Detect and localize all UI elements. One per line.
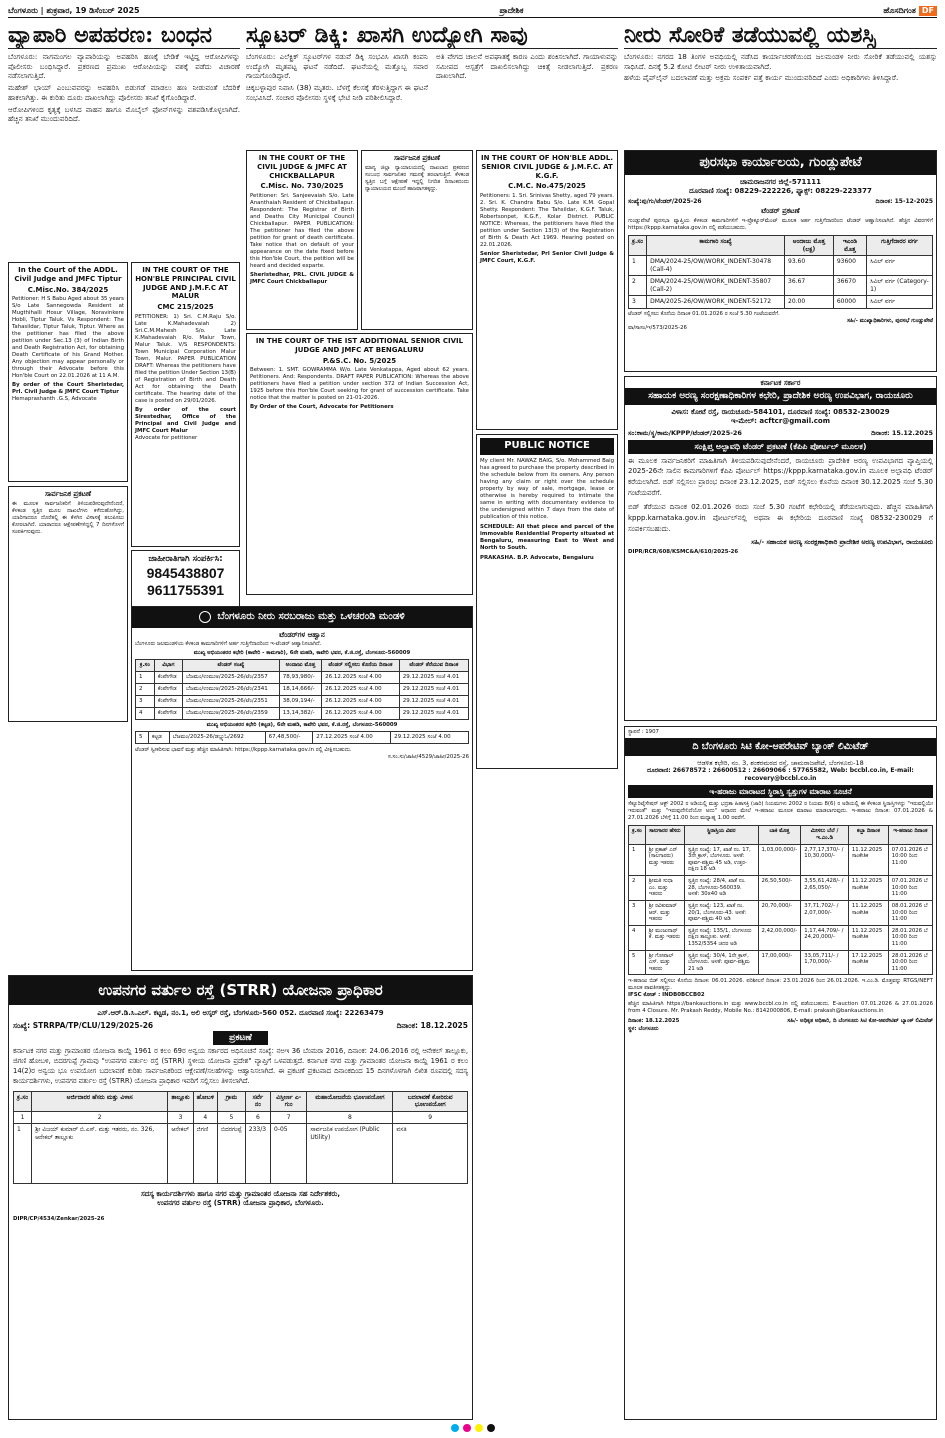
table-cell: 36670 (833, 276, 866, 296)
table-cell: 11.12.2025 ಸಾಂಕೇತಿಕ (848, 876, 888, 901)
print-registration-marks (8, 1424, 937, 1434)
table-header: ತಾಲ್ಲೂಕು (168, 1091, 193, 1111)
bwssb-tender-table (135, 659, 469, 719)
table-header: ಹೋಬಳಿ (193, 1091, 217, 1111)
registration-dot (487, 1424, 495, 1432)
table-cell: 37,71,702/- / 2,07,000/- (801, 900, 849, 925)
table-cell: ಕೆಂಪೇಗೌಡ (154, 695, 182, 707)
notice-body: Petitioner: H S Babu Aged about 35 years S/o Late Sannegowda Resident at Mugthihalli Hosur Village, Noravinkere Hobli, Tiptur Taluk. Vs Respondent: The Tahasildar, Tiptur Taluk, Tiptur. Where as the petitioner has filed the above petition under Sec.13 (3) of Indian Birth and Death Registration Act, for obtaining Death Certificate of his Grand Mother. Any objection may appear personally or through their Advocate before this Hon'ble Court on 22.01.2026 at 11 A.M. (12, 296, 124, 380)
table-cell: ಸಿವಿಲ್ ವರ್ಗ (867, 256, 933, 276)
public-notice-title: PUBLIC NOTICE (480, 438, 614, 455)
gundlupet-subtitle: ಟೆಂಡರ್ ಪ್ರಕಟಣೆ (761, 207, 800, 216)
notice-advocate: Advocate for petitioner (135, 435, 198, 442)
table-cell: 38,09,194/- (279, 695, 321, 707)
table-header: ಟೆಂಡರ್ ಸಲ್ಲಿಸಲು ಕೊನೆಯ ದಿನಾಂಕ (322, 660, 400, 672)
table-cell: 8 (307, 1111, 393, 1124)
strr-body: ಕರ್ನಾಟಕ ನಗರ ಮತ್ತು ಗ್ರಾಮಾಂತರ ಯೋಜನಾ ಕಾಯ್ದೆ 1961 ರ ಕಲಂ 69ರ ಅನ್ವಯ ಸರ್ಕಾರದ ಅಧಿಸೂಚನೆ ಸಂಖ್ಯೆ: ನಅಇ 36 ಬೆಂಮರಾ 2016, ದಿನಾಂಕ: 24.06.2016 ರಲ್ಲಿ ಆನೇಕಲ್ ತಾಲ್ಲೂಕು, ಜಿಗಣಿ ಹೋಬಳಿ, ಬಿದರಗುಪ್ಪೆ ಗ್ರಾಮವು "ಉಪನಗರ ವರ್ತುಲ ರಸ್ತೆ (STRR) ಸ್ಥಳೀಯ ಯೋಜನಾ ಪ್ರದೇಶ" ವ್ಯಾಪ್ತಿಗೆ ಒಳಪಡುತ್ತದೆ. ಕರ್ನಾಟಕ ನಗರ ಮತ್ತು ಗ್ರಾಮಾಂತರ ಯೋಜನಾ ಕಾಯ್ದೆ 1961 ರ ಕಲಂ 14(2)ರ ಅನ್ವಯ ಭೂ ಉಪಯೋಗ ಬದಲಾವಣೆ ಕುರಿತು ಸಾರ್ವಜನಿಕರಿಂದ ಆಕ್ಷೇಪಣೆ/ಸಲಹೆಗಳನ್ನು ಆಹ್ವಾನಿಸಲಾಗಿದೆ. ಈ ಪ್ರಕಟಣೆ ಪ್ರಕಟವಾದ ದಿನಾಂಕದಿಂದ 15 ದಿನಗಳೊಳಗಾಗಿ ಲಿಖಿತ ರೂಪದಲ್ಲಿ ಸದಸ್ಯ ಕಾರ್ಯದರ್ಶಿಗಳು, ಉಪನಗರ ವರ್ತುಲ ರಸ್ತೆ (STRR) ಯೋಜನಾ ಪ್ರಾಧಿಕಾರ ಇವರಿಗೆ ಸಲ್ಲಿಸಲು ತಿಳಿಸಲಾಗಿದೆ. (13, 1047, 468, 1085)
court-notice-chickballapur (246, 150, 358, 330)
court-notice-malur (131, 262, 240, 547)
strr-date: ದಿನಾಂಕ: 18.12.2025 (396, 1020, 468, 1030)
table-cell: 11.12.2025 ಸಾಂಕೇತಿಕ (848, 844, 888, 875)
gundlupet-title: ಪುರಸಭಾ ಕಾರ್ಯಾಲಯ, ಗುಂಡ್ಲುಪೇಟೆ (625, 151, 936, 175)
notice-body: ಮಾನ್ಯ ಜಿಲ್ಲಾ ನ್ಯಾಯಾಲಯದಲ್ಲಿ ದಾಖಲಾದ ಪ್ರಕರಣದ ಸಂಬಂಧ ಸಾರ್ವಜನಿಕರ ಗಮನಕ್ಕೆ ತರಲಾಗುತ್ತಿದೆ. ಕೆಳಕಂಡ ಸ್ವತ್ತಿನ ಬಗ್ಗೆ ಆಕ್ಷೇಪಣೆ ಇದ್ದಲ್ಲಿ ನಿಗದಿತ ದಿನಾಂಕದಂದು ನ್ಯಾಯಾಲಯದ ಮುಂದೆ ಹಾಜರಾಗತಕ್ಕದ್ದು. (365, 164, 469, 192)
table-cell: ಸಾರ್ವಜನಿಕ ಉಪಯೋಗ (Public Utility) (307, 1124, 393, 1184)
table-cell: 0-05 (270, 1124, 306, 1184)
table-header: ಸ್ಥಿರಾಸ್ತಿಯ ವಿವರ (685, 826, 759, 844)
table-header: ಸರ್ವೆ ನಂ (245, 1091, 270, 1111)
newspaper-name: ಹೊಸದಿಗಂತ (883, 5, 916, 15)
table-cell: 1 (629, 256, 647, 276)
table-cell: ಸ್ವತ್ತಿನ ಸಂಖ್ಯೆ: 135/1, ಬೆಂಗಳೂರು ದಕ್ಷಿಣ ತಾಲ್ಲೂಕು. ಅಳತೆ: 1352/5354 ಚದರ ಅಡಿ (685, 925, 759, 950)
table-cell: 4 (629, 925, 646, 950)
bank-terms: ಇ-ಹರಾಜು ಬಿಡ್ ಸಲ್ಲಿಸಲು ಕೊನೆಯ ದಿನಾಂಕ: 06.01.2026. ಪರಿಶೀಲನೆ ದಿನಾಂಕ: 23.01.2026 ರಿಂದ 26.01.2026. ಇ.ಎಂ.ಡಿ. ಮೊತ್ತವನ್ನು RTGS/NEFT ಮೂಲಕ ಪಾವತಿಸತಕ್ಕದ್ದು. (628, 978, 933, 992)
table-cell: 1 (14, 1124, 32, 1184)
table-cell: 2 (136, 684, 155, 696)
table-header: ಕಬ್ಜಾ ದಿನಾಂಕ (848, 826, 888, 844)
table-cell: 29.12.2025 ಸಂಜೆ 4.00 (391, 731, 469, 743)
table-cell: 28.01.2026 ಬೆ 10:00 ರಿಂದ 11:00 (888, 950, 932, 975)
table-cell: ಬೆಜಮಂ/ಉಮುಅ/2025-26/ಟೆಂ/2351 (183, 695, 280, 707)
table-cell: ಶ್ರೀ ಗೋಪಾಲ್ ಎಸ್. ಮತ್ತು ಇತರರು (645, 950, 684, 975)
table-cell: 26.12.2025 ಸಂಜೆ 4.00 (322, 672, 400, 684)
section-name: ಪ್ರಾದೇಶಿಕ (499, 5, 524, 15)
case-number: C.M.C. No.475/2025 (508, 182, 586, 191)
notice-signature: Sheristedhar, PRL. CIVIL JUDGE & JMFC Court Chickballapur (250, 272, 354, 286)
table-row (629, 296, 933, 309)
bank-auction-table (628, 825, 933, 975)
notice-body: PETITIONER: 1) Sri. C.M.Raju S/o. Late K.Mahadevaiah 2) Sri.C.M.Mahesh S/o. Late K.Mahadevaiah R/o. Malur Town, Malur Taluk. V/S RESPONDENTS: Town Municipal Corporation Malur Town, Malur. PAPER PUBLICATION DRAFT: Whereas the petitioners have filed the petition Under Section 13(B) of Registration of Birth and Death Act for obtaining the Death certificate. The hearing date of the case is posted on 29/01/2026. (135, 313, 236, 404)
table-cell: 17,00,000/- (758, 950, 801, 975)
raichur-body-1: ಈ ಮೂಲಕ ಸಾರ್ವಜನಿಕರಿಗೆ ಮಾಹಿತಿಗಾಗಿ ತಿಳಿಯಪಡಿಸುವುದೇನೆಂದರೆ, ರಾಯಚೂರು ಪ್ರಾದೇಶಿಕ ಅರಣ್ಯ ಉಪವಿಭಾಗದ ವ್ಯಾಪ್ತಿಯಲ್ಲಿ 2025-26ನೇ ಸಾಲಿನ ಕಾಮಗಾರಿಗಳಿಗೆ ಕೆಪಿಪಿ ಪೋರ್ಟಲ್ https://kppp.karnataka.gov.in ಮೂಲಕ ಅಲ್ಪಾವಧಿ ಟೆಂಡರ್ ಕರೆಯಲಾಗಿದೆ. ಬಿಡ್ ಸಲ್ಲಿಸಲು ಪ್ರಾರಂಭ ದಿನಾಂಕ 23.12.2025, ಬಿಡ್ ಸಲ್ಲಿಸಲು ಕೊನೆಯ ದಿನಾಂಕ 30.12.2025 ಸಂಜೆ 5.30 ಗಂಟೆಯವರೆಗೆ. (628, 456, 933, 498)
table-cell: 13,14,382/- (279, 707, 321, 719)
bank-subtitle: ಇ-ಹರಾಜು ಮಾರಾಟದ ಸ್ಥಿರಾಸ್ತಿ ಸ್ವತ್ತುಗಳ ಮಾರಾಟ ಸೂಚನೆ (628, 785, 933, 798)
table-row (136, 731, 469, 743)
table-cell: DMA/2024-25/OW/WORK_INDENT-30478 (Call-4) (647, 256, 785, 276)
table-cell: ಸಿವಿಲ್ ವರ್ಗ (867, 296, 933, 309)
table-cell: ಬೆಜಮಂ/ಉಮುಅ/2025-26/ಟೆಂ/2341 (183, 684, 280, 696)
logo-badge: DF (919, 6, 937, 16)
bwssb-office-1: ಮುಖ್ಯ ಅಭಿಯಂತರರ ಕಛೇರಿ (ಕಾವೇರಿ - ಕಾಮಗಾರಿ), 6ನೇ ಮಹಡಿ, ಕಾವೇರಿ ಭವನ, ಕೆ.ಜಿ.ರಸ್ತೆ, ಬೆಂಗಳೂರು-560009 (193, 650, 411, 657)
table-cell: 2,42,00,000/- (758, 925, 801, 950)
bwssb-title: ಬೆಂಗಳೂರು ನೀರು ಸರಬರಾಜು ಮತ್ತು ಒಳಚರಂಡಿ ಮಂಡಳಿ (217, 611, 405, 622)
table-cell: 5 (217, 1111, 245, 1124)
bank-date: ದಿನಾಂಕ: 18.12.2025 (628, 1018, 680, 1025)
story-paragraph: ಬೆಂಗಳೂರು: ನಾಗಮಂಗಲ ವ್ಯಾಪಾರಿಯನ್ನು ಅಪಹರಿಸಿ ಹಣಕ್ಕೆ ಬೇಡಿಕೆ ಇಟ್ಟಿದ್ದ ಆರೋಪಿಗಳನ್ನು ಪೊಲೀಸರು ಬಂಧಿಸಿದ್ದಾರೆ. ಪ್ರಕರಣದ ಪ್ರಮುಖ ಆರೋಪಿಯನ್ನು ವಶಕ್ಕೆ ಪಡೆದು ವಿಚಾರಣೆ ನಡೆಸಲಾಗುತ್ತಿದೆ. (8, 52, 240, 81)
story-paragraph: ಬೆಂಗಳೂರು: ನಗರದ 18 ತಿಂಗಳ ಅವಧಿಯಲ್ಲಿ ನಡೆಸಿದ ಕಾರ್ಯಾಚರಣೆಯಿಂದ ಜಲಮಂಡಳಿ ನೀರು ಸೋರಿಕೆ ತಡೆಯುವಲ್ಲಿ ಯಶಸ್ಸು ಸಾಧಿಸಿದೆ. ದಿನಕ್ಕೆ 5.2 ಕೋಟಿ ಲೀಟರ್ ನೀರು ಉಳಿತಾಯವಾಗಿದೆ. (624, 52, 937, 71)
table-cell: 26.12.2025 ಸಂಜೆ 4.00 (322, 707, 400, 719)
table-row (629, 925, 933, 950)
table-cell: 4 (136, 707, 155, 719)
bwssb-banner (132, 607, 472, 628)
registration-dot (475, 1424, 483, 1432)
notice-title: IN THE COURT OF THE IST ADDITIONAL SENIOR CIVIL JUDGE AND JMFC AT BENGALURU (255, 337, 464, 354)
table-cell: 1 (14, 1111, 32, 1124)
court-notice-bengaluru (246, 333, 473, 595)
table-header: ಅರ್ಜಿದಾರರ ಹೆಸರು ಮತ್ತು ವಿಳಾಸ (32, 1091, 168, 1111)
table-cell: 1 (136, 672, 155, 684)
ad-phone-1: 9845438807 (146, 564, 225, 581)
story-scooter (246, 22, 618, 142)
table-header-row (14, 1091, 468, 1111)
notice-signature: By Order of the Court, Advocate for Petitioners (250, 404, 394, 411)
gundlupet-footer: ವಾ/ಸಾಸಂ/ಇ/573/2025-26 (628, 324, 687, 331)
table-cell: 20,70,000/- (758, 900, 801, 925)
table-cell: 26,50,500/- (758, 876, 801, 901)
table-cell: ಶ್ರೀ ಪ್ರಕಾಶ್ ಎನ್ (ಸಾಲಗಾರರು) ಮತ್ತು ಇತರರು (645, 844, 684, 875)
masthead-bar (8, 4, 937, 18)
bank-title: ದಿ ಬೆಂಗಳೂರು ಸಿಟಿ ಕೋ-ಆಪರೇಟಿವ್ ಬ್ಯಾಂಕ್ ಲಿಮಿಟೆಡ್ (625, 738, 936, 756)
table-cell: 11.12.2025 ಸಾಂಕೇತಿಕ (848, 925, 888, 950)
gundlupet-ref: ಸಂಖ್ಯೆ:ಪು/ಗು/ಟೆಂಡರ್/2025-26 (628, 197, 702, 205)
gundlupet-date: ದಿನಾಂಕ: 15-12-2025 (875, 197, 933, 205)
table-cell: 29.12.2025 ಸಂಜೆ 4.01 (399, 684, 468, 696)
table-cell: 60000 (833, 296, 866, 309)
table-cell: ಜಿಗಣಿ (193, 1124, 217, 1184)
gundlupet-district: ಚಾಮರಾಜನಗರ ಜಿಲ್ಲೆ-571111 (739, 178, 822, 187)
notice-title: IN THE COURT OF HON'BLE ADDL. SENIOR CIVIL JUDGE & J.M.F.C. AT K.G.F. (481, 154, 613, 180)
table-cell: 29.12.2025 ಸಂಜೆ 4.01 (399, 695, 468, 707)
court-notice-kgf (476, 150, 618, 430)
raichur-forest-tender (624, 376, 937, 721)
strr-ref: ಸಂಖ್ಯೆ: STRRPA/TP/CLU/129/2025-26 (13, 1020, 154, 1030)
notice-schedule: SCHEDULE: All that piece and parcel of the immovable Residential Property situated at Bengaluru, measuring East to West and North to South. (480, 523, 614, 551)
strr-signature-2: ಉಪನಗರ ವರ್ತುಲ ರಸ್ತೆ (STRR) ಯೋಜನಾ ಪ್ರಾಧಿಕಾರ, ಬೆಂಗಳೂರು. (157, 1199, 324, 1208)
table-row (629, 276, 933, 296)
table-cell: 07.01.2026 ಬೆ 10:00 ರಿಂದ 11:00 (888, 844, 932, 875)
story-kidnap-headline: ವ್ಯಾಪಾರಿ ಅಪಹರಣ: ಬಂಧನ (8, 22, 240, 49)
table-cell: 3 (629, 900, 646, 925)
raichur-address: ವಿಳಾಸ: ಕೋಟೆ ರಸ್ತೆ, ರಾಯಚೂರು-584101, ದೂರವಾಣಿ ಸಂಖ್ಯೆ: 08532-230029 (671, 408, 890, 416)
table-cell: ಶ್ರೀಮತಿ ಸುಧಾ ಎಂ. ಮತ್ತು ಇತರರು (645, 876, 684, 901)
table-header-row (629, 236, 933, 256)
raichur-body-2: ಬಿಡ್ ತೆರೆಯುವ ದಿನಾಂಕ 02.01.2026 ರಂದು ಸಂಜೆ 5.30 ಗಂಟೆಗೆ ಕಛೇರಿಯಲ್ಲಿ ತೆರೆಯಲಾಗುವುದು. ಹೆಚ್ಚಿನ ಮಾಹಿತಿಗಾಗಿ kppp.karnataka.gov.in ಪೋರ್ಟಲ್‌ನಲ್ಲಿ ಅಥವಾ ಈ ಕಛೇರಿಯ ದೂರವಾಣಿ ಸಂಖ್ಯೆ 08532-230029 ಗೆ ಸಂಪರ್ಕಿಸಬಹುದು. (628, 503, 933, 533)
raichur-ref: ಸಂ:ಕಾಮ/ಸ್ಥ/ಕಾಮ/KPPP/ಟೆಂಡರ್/2025-26 (628, 428, 742, 437)
bccb-auction-notice (624, 726, 937, 1420)
notice-title: IN THE COURT OF THE HON'BLE PRINCIPAL CIVIL JUDGE AND J.M.F.C AT MALUR (135, 266, 236, 301)
story-water-headline: ನೀರು ಸೋರಿಕೆ ತಡೆಯುವಲ್ಲಿ ಯಶಸ್ಸಿ (624, 22, 937, 49)
public-notice (476, 434, 618, 769)
table-cell: ಶ್ರೀ ರವಿಕುಮಾರ್ ಆರ್. ಮತ್ತು ಇತರರು (645, 900, 684, 925)
sarvajanika-notice-1 (8, 486, 128, 722)
court-notice-tiptur (8, 262, 128, 482)
raichur-signature: ಸಹಿ/- ಸಹಾಯಕ ಅರಣ್ಯ ಸಂರಕ್ಷಣಾಧಿಕಾರಿ ಪ್ರಾದೇಶಿಕ ಅರಣ್ಯ ಉಪವಿಭಾಗ, ರಾಯಚೂರು (751, 537, 933, 546)
bwssb-note: ಟೆಂಡರ್ ಸ್ವೀಕರಿಸುವ ಭಾವನೆ ಮತ್ತು ಹೆಚ್ಚಿನ ಮಾಹಿತಿಗಾಗಿ: https://kppp.karnataka.gov.in ರಲ್ಲಿ ವೀಕ್ಷಿಸಬಹುದು. (135, 746, 352, 753)
table-cell: ವಸತಿ (393, 1124, 468, 1184)
table-cell: 07.01.2026 ಬೆ 10:00 ರಿಂದ 11:00 (888, 876, 932, 901)
table-cell: ಶ್ರೀ ಮಂಜುನಾಥ್ ಕೆ. ಮತ್ತು ಇತರರು (645, 925, 684, 950)
table-row (629, 876, 933, 901)
table-cell: ಕೆಂಪೇಗೌಡ (154, 672, 182, 684)
table-header: ಬಾಕಿ ಮೊತ್ತ (758, 826, 801, 844)
table-header: ಕ್ರ.ಸಂ (629, 236, 647, 256)
table-row (629, 256, 933, 276)
table-cell: 78,93,980/- (279, 672, 321, 684)
table-cell: 33,05,711/- / 1,70,000/- (801, 950, 849, 975)
table-cell: 20.00 (785, 296, 834, 309)
strr-signature-1: ಸದಸ್ಯ ಕಾರ್ಯದರ್ಶಿಗಳು ಹಾಗೂ ನಗರ ಮತ್ತು ಗ್ರಾಮಾಂತರ ಯೋಜನಾ ಸಹ ನಿರ್ದೇಶಕರು, (141, 1190, 340, 1199)
bank-est: ಸ್ಥಾಪನೆ : 1907 (628, 729, 659, 735)
bank-signature: ಸಹಿ/- ಅಧಿಕೃತ ಅಧಿಕಾರಿ, ದಿ ಬೆಂಗಳೂರು ಸಿಟಿ ಕೋ-ಆಪರೇಟಿವ್ ಬ್ಯಾಂಕ್ ಲಿಮಿಟೆಡ್ (787, 1018, 933, 1025)
gundlupet-tender-notice (624, 150, 937, 372)
table-cell: 36.67 (785, 276, 834, 296)
table-cell: ಬಿದರಗುಪ್ಪೆ (217, 1124, 245, 1184)
story-paragraph: ಆರೋಪಿಗಳಿಂದ ಕೃತ್ಯಕ್ಕೆ ಬಳಸಿದ ವಾಹನ ಹಾಗೂ ಮೊಬೈಲ್ ಫೋನ್‌ಗಳನ್ನು ವಶಪಡಿಸಿಕೊಳ್ಳಲಾಗಿದೆ. ಹೆಚ್ಚಿನ ತನಿಖೆ ಮುಂದುವರಿದಿದೆ. (8, 104, 240, 124)
ad-contact-box (131, 550, 240, 608)
table-cell: ಸಿವಿಲ್ ವರ್ಗ (Category-1) (867, 276, 933, 296)
strr-notice (8, 975, 473, 1420)
table-header: ಕ್ರ.ಸಂ (136, 660, 155, 672)
notice-title: ಸಾರ್ವಜನಿಕ ಪ್ರಕಟಣೆ (393, 154, 441, 162)
edition-date: ಬೆಂಗಳೂರು | ಶುಕ್ರವಾರ, 19 ಡಿಸೆಂಬರ್ 2025 (8, 5, 140, 15)
newspaper-logo (883, 6, 937, 16)
sarvajanika-notice-2 (361, 150, 473, 330)
raichur-title: ಸಹಾಯಕ ಅರಣ್ಯ ಸಂರಕ್ಷಣಾಧಿಕಾರಿಗಳ ಕಛೇರಿ, ಪ್ರಾದೇಶಿಕ ಅರಣ್ಯ ಉಪವಿಭಾಗ, ರಾಯಚೂರು (625, 388, 936, 405)
bwssb-tender-table-2 (135, 731, 469, 744)
table-row (136, 707, 469, 719)
notice-signature: By order of the court Sirestedhar, Office of the Principal and Civil Judge and JMFC Court Malur (135, 406, 236, 434)
bank-address: ಆಡಳಿತ ಕಛೇರಿ, ನಂ. 3, ಶಂಕರಮಠದ ರಸ್ತೆ, ಚಾಮರಾಜಪೇಟೆ, ಬೆಂಗಳೂರು-18 (697, 758, 864, 767)
case-number: CMC 215/2025 (157, 303, 214, 311)
table-cell: 26.12.2025 ಸಂಜೆ 4.00 (322, 684, 400, 696)
notice-signature: PRAKASHA. B.P. Advocate, Bengaluru (480, 554, 594, 561)
table-cell: 5 (136, 731, 149, 743)
story-kidnap-body (8, 52, 240, 124)
table-row (136, 695, 469, 707)
notice-body: Petitioners: 1. Sri. Srinivas Shetty, aged 79 years. 2. Sri. K. Chandra Babu S/o. Late K.M. Gopal Shetty. Respondent: The Tahsildar, K.G.F. Taluk, Robertsonpet, K.G.F., Kolar District. PUBLIC NOTICE: Whereas, the petitioners have filed the petition under Section 13(3) of the Registration of Birth & Death Act 1969. Hearing posted on 22.01.2026. (480, 193, 614, 249)
table-header: ಇ-ಹರಾಜು ದಿನಾಂಕ (888, 826, 932, 844)
table-header: ಅಂದಾಜು ಮೊತ್ತ (279, 660, 321, 672)
bwssb-intro: ಬೆಂಗಳೂರು ಜಲಮಂಡಳಿಯ ಕೆಳಕಂಡ ಕಾಮಗಾರಿಗಳಿಗೆ ಅರ್ಹ ಗುತ್ತಿಗೆದಾರರಿಂದ ಇ-ಟೆಂಡರ್ ಆಹ್ವಾನಿಸಲಾಗಿದೆ. (135, 641, 322, 648)
registration-dot (463, 1424, 471, 1432)
table-cell: 1 (629, 844, 646, 875)
bwssb-office-2: ಮುಖ್ಯ ಅಭಿಯಂತರರ ಕಛೇರಿ (ಕಟ್ಟಡ), 6ನೇ ಮಹಡಿ, ಕಾವೇರಿ ಭವನ, ಕೆ.ಜಿ.ರಸ್ತೆ, ಬೆಂಗಳೂರು-560009 (206, 721, 398, 728)
table-header: ಅಂದಾಜು ಮೊತ್ತ (ಲಕ್ಷ) (785, 236, 834, 256)
table-header: ಇಎಂಡಿ ಮೊತ್ತ (833, 236, 866, 256)
table-cell: 11.12.2025 ಸಾಂಕೇತಿಕ (848, 900, 888, 925)
table-cell: 3 (136, 695, 155, 707)
table-header: ಟೆಂಡರ್ ತೆರೆಯುವ ದಿನಾಂಕ (399, 660, 468, 672)
notice-title: In the Court of the ADDL. Civil Judge and JMFC Tiptur (14, 266, 122, 283)
table-header-row (136, 660, 469, 672)
table-cell: ಬೆಜಮಂ/2025-26/ಡಬ್ಲ್ಯುಓ/2692 (169, 731, 265, 743)
table-cell: 1,03,00,000/- (758, 844, 801, 875)
notice-title: IN THE COURT OF THE CIVIL JUDGE & JMFC AT CHICKBALLAPUR (257, 154, 347, 180)
table-cell: 29.12.2025 ಸಂಜೆ 4.01 (399, 672, 468, 684)
notice-body: ಈ ಮೂಲಕ ಸಾರ್ವಜನಿಕರಿಗೆ ತಿಳಿಯಪಡಿಸುವುದೇನೆಂದರೆ, ಕೆಳಕಂಡ ಸ್ವತ್ತಿನ ಮೂಲ ದಾಖಲೆಗಳು ಕಳೆದುಹೋಗಿದ್ದು, ಯಾರಿಗಾದರೂ ದೊರೆತಲ್ಲಿ ಈ ಕೆಳಗಿನ ವಿಳಾಸಕ್ಕೆ ತಲುಪಿಸಲು ಕೋರಲಾಗಿದೆ. ಯಾರಾದರೂ ಆಕ್ಷೇಪಣೆಗಳಿದ್ದಲ್ಲಿ 7 ದಿನಗಳೊಳಗೆ ಸಂಪರ್ಕಿಸುವುದು. (12, 500, 124, 535)
table-row (136, 672, 469, 684)
strr-title: ಉಪನಗರ ವರ್ತುಲ ರಸ್ತೆ (STRR) ಯೋಜನಾ ಪ್ರಾಧಿಕಾರ (9, 976, 472, 1005)
case-number: P.&S.C. No. 5/2025 (322, 356, 397, 365)
story-water (624, 22, 937, 140)
raichur-dipr: DIPR/RCR/608/KSMC&A/610/2025-26 (628, 548, 739, 555)
bank-ifsc: IFSC ಕೋಡ್ : INDB0BCCB02 (628, 992, 705, 999)
table-cell: ಕೆಂಪೇಗೌಡ (154, 707, 182, 719)
table-cell: ಕೆಂಪೇಗೌಡ (154, 684, 182, 696)
notice-body: Petitioner: Sri. Sanjeevaiah S/o. Late Ananthaiah Resident of Chickballapur. Respondent: The Registrar of Birth and Deaths City Municipal Council Chickballapur. PAPER PUBLICATION: The petitioner has filed the above petition for grant of death certificate. Take notice that on default of your appearance on the date fixed before this Hon'ble Court, the petition will be heard and decided exparte. (250, 193, 354, 270)
table-row (136, 684, 469, 696)
table-cell: 93.60 (785, 256, 834, 276)
table-header: ಕಾಮಗಾರಿ ಸಂಖ್ಯೆ (647, 236, 785, 256)
bwssb-ref: ಸ.ಸಂ.ಸು/ಜಾಹೀ/4529/ಜಾಹೀ/2025-26 (387, 753, 469, 760)
story-kidnap (8, 22, 240, 260)
bank-footer: ಹೆಚ್ಚಿನ ಮಾಹಿತಿಗಾಗಿ https://bankauctions.in ಮತ್ತು www.bccbl.co.in ನಲ್ಲಿ ಪಡೆಯಬಹುದು. E-auction 07.01.2026 & 27.01.2026 from 4 Closure. Mr. Prakash Reddy, Mobile No.: 8142000806, E-mail: prakash@bankauctions.in (628, 1001, 933, 1015)
table-cell: 3 (168, 1111, 193, 1124)
table-cell: ಶ್ರೀ ವಿಜಯ್ ಕುಮಾರ್ ಬಿ.ಎಸ್. ಮತ್ತು ಇತರರು, ನಂ. 326, ಆನೇಕಲ್ ತಾಲ್ಲೂಕು (32, 1124, 168, 1184)
gundlupet-signature: ಸಹಿ/- ಮುಖ್ಯಾಧಿಕಾರಿಗಳು, ಪುರಸಭೆ ಗುಂಡ್ಲುಪೇಟೆ (847, 317, 933, 324)
table-header: ಸಾಲಗಾರರ ಹೆಸರು (645, 826, 684, 844)
table-cell: ಆನೇಕಲ್ (168, 1124, 193, 1184)
table-cell: 233/3 (245, 1124, 270, 1184)
table-cell: 4 (193, 1111, 217, 1124)
bank-contact: ದೂರವಾಣಿ: 26678572 : 26600512 : 26609066 : 57765582, Web: bccbl.co.in, E-mail: recovery@bccbl.co.in (647, 767, 914, 782)
table-cell: 9 (393, 1111, 468, 1124)
table-header: ಮೀಸಲು ಬೆಲೆ / ಇ.ಎಂ.ಡಿ (801, 826, 849, 844)
bwssb-subtitle: ಟೆಂಡರ್‌ಗಳ ಆಹ್ವಾನ (279, 630, 325, 639)
table-number-row (14, 1111, 468, 1124)
table-cell: 1,17,44,709/- / 24,20,000/- (801, 925, 849, 950)
table-cell: 3,55,61,428/- / 2,65,050/- (801, 876, 849, 901)
notice-body: Between: 1. SMT. GOWRAMMA W/o. Late Venkatappa, Aged about 62 years. Petitioners. And: Respondents. DRAFT PAPER PUBLICATION: Whereas the above petitioners have filed a petition under section 372 of Indian Succession Act, 1925 before this Hon'ble Court seeking for grant of succession certificate. Take notice that the matter is posted on 21-01-2026. (250, 367, 469, 402)
table-cell: 3 (629, 296, 647, 309)
gundlupet-phone: ದೂರವಾಣಿ ಸಂಖ್ಯೆ: 08229-222226, ಫ್ಯಾಕ್ಸ್: 08229-223377 (689, 187, 872, 195)
raichur-email: ಇ-ಮೇಲ್: acftcr@gmail.com (730, 416, 831, 425)
story-paragraph: ಮಹೇಶ್ ಭಾಯ್ ಎಂಬುವವರನ್ನು ಅಪಹರಿಸಿ ಬಿಡುಗಡೆ ಮಾಡಲು ಹಣ ನೀಡುವಂತೆ ಬೆದರಿಕೆ ಹಾಕಲಾಗಿತ್ತು. ಈ ಕುರಿತು ದೂರು ದಾಖಲಾಗಿದ್ದು ಪೊಲೀಸರು ತನಿಖೆ ಕೈಗೊಂಡಿದ್ದಾರೆ. (8, 83, 240, 102)
table-cell: ಸ್ವತ್ತಿನ ಸಂಖ್ಯೆ: 30/4, 1ನೇ ಕ್ರಾಸ್, ಬೆಂಗಳೂರು. ಅಳತೆ: ಪೂರ್ವ-ಪಶ್ಚಿಮ 21 ಅಡಿ (685, 950, 759, 975)
table-cell: ಸ್ವತ್ತಿನ ಸಂಖ್ಯೆ: 17, ಖಾತೆ ನಂ. 17, 3ನೇ ಕ್ರಾಸ್, ಬೆಂಗಳೂರು. ಅಳತೆ: ಪೂರ್ವ-ಪಶ್ಚಿಮ 45 ಅಡಿ, ಉತ್ತರ-ದಕ್ಷಿಣ 18 ಅಡಿ (685, 844, 759, 875)
notice-advocate: Hemaprashanth .G.S, Advocate (12, 396, 97, 403)
table-cell: 5 (629, 950, 646, 975)
bwssb-tender-notice (131, 606, 473, 971)
table-cell: 2,77,17,370/- / 10,30,000/- (801, 844, 849, 875)
story-paragraph: ಬೆಂಗಳೂರು: ಎಲೆಕ್ಟ್ರಿಕ್ ಸ್ಕೂಟರ್‌ಗಳ ನಡುವೆ ಡಿಕ್ಕಿ ಸಂಭವಿಸಿ ಖಾಸಗಿ ಕಂಪನಿ ಉದ್ಯೋಗಿ ಮೃತಪಟ್ಟ ಘಟನೆ ನಡೆದಿದೆ. ಘಟನೆಯಲ್ಲಿ ಮತ್ತೊಬ್ಬ ಸವಾರ ಗಾಯಗೊಂಡಿದ್ದಾರೆ. (246, 52, 428, 81)
table-cell: 08.01.2026 ಬೆ 10:00 ರಿಂದ 11:00 (888, 900, 932, 925)
notice-signature: Senior Sheristedar, Prl Senior Civil Judge & JMFC Court, K.G.F. (480, 251, 614, 265)
ad-phone-2: 9611755391 (146, 582, 225, 599)
table-cell: 2 (629, 876, 646, 901)
strr-address: ಎಸ್.ಆರ್.ಡಿ.ಸಿ.ಎಲ್. ಕಟ್ಟಡ, ನಂ.1, ಅಲಿ ಅಸ್ಕರ್ ರಸ್ತೆ, ಬೆಂಗಳೂರು-560 052. ದೂರವಾಣಿ ಸಂಖ್ಯೆ: 22263479 (97, 1008, 384, 1017)
table-header: ಕ್ರ.ಸಂ (629, 826, 646, 844)
strr-dipr: DIPR/CP/4534/Zenkar/2025-26 (13, 1215, 105, 1222)
case-number: C.Misc.No. 384/2025 (27, 285, 109, 294)
story-paragraph: ಚಿಕ್ಕಬಳ್ಳಾಪುರ ನಿವಾಸಿ (38) ಮೃತರು. ಬೆಳಗ್ಗೆ ಕೆಲಸಕ್ಕೆ ತೆರಳುತ್ತಿದ್ದಾಗ ಈ ಘಟನೆ ಸಂಭವಿಸಿದೆ. ಸಂಚಾರ ಪೊಲೀಸರು ಸ್ಥಳಕ್ಕೆ ಭೇಟಿ ನೀಡಿ ಪರಿಶೀಲಿಸಿದ್ದಾರೆ. (246, 83, 428, 102)
table-cell: ಬೆಜಮಂ/ಉಮುಅ/2025-26/ಟೆಂ/2359 (183, 707, 280, 719)
gundlupet-note: ಟೆಂಡರ್ ಸಲ್ಲಿಸಲು ಕೊನೆಯ ದಿನಾಂಕ 01.01.2026 ರ ಸಂಜೆ 5.30 ಗಂಟೆಯವರೆಗೆ. (628, 310, 780, 317)
gundlupet-table (628, 235, 933, 309)
table-cell: 27.12.2025 ಸಂಜೆ 4.00 (313, 731, 391, 743)
ad-contact-title: ಜಾಹೀರಾತಿಗಾಗಿ ಸಂಪರ್ಕಿಸಿ: (148, 554, 223, 564)
notice-body: My client Mr. NAWAZ BAIG, S/o. Mohammed Baig has agreed to purchase the property described in the schedule below from its owners. Any person having any claim or right over the schedule property by way of sale, mortgage, lease or otherwise is hereby required to intimate the same in writing with documentary evidence to the undersigned within 7 days from the date of publication of this notice. (480, 457, 614, 520)
table-cell: 26.12.2025 ಸಂಜೆ 4.00 (322, 695, 400, 707)
case-number: C.Misc. No. 730/2025 (260, 182, 344, 191)
table-cell: 29.12.2025 ಸಂಜೆ 4.01 (399, 707, 468, 719)
strr-notice-title: ಪ್ರಕಟಣೆ (213, 1031, 268, 1045)
table-row (629, 900, 933, 925)
table-cell: DMA/2024-25/OW/WORK_INDENT-35807 (Call-2) (647, 276, 785, 296)
gundlupet-body: ಗುಂಡ್ಲುಪೇಟೆ ಪುರಸಭಾ ವ್ಯಾಪ್ತಿಯ ಕೆಳಕಂಡ ಕಾಮಗಾರಿಗಳಿಗೆ ಇ-ಪ್ರೊಕ್ಯೂರ್‌ಮೆಂಟ್ ಮೂಲಕ ಅರ್ಹ ಗುತ್ತಿಗೆದಾರರಿಂದ ಟೆಂಡರ್ ಆಹ್ವಾನಿಸಲಾಗಿದೆ. ಹೆಚ್ಚಿನ ವಿವರಗಳಿಗೆ https://kppp.karnataka.gov.in ನಲ್ಲಿ ಪಡೆಯಬಹುದು. (628, 218, 933, 232)
table-header: ಬದಲಾವಣೆ ಕೋರಿರುವ ಭೂಉಪಯೋಗ (393, 1091, 468, 1111)
notice-title: ಸಾರ್ವಜನಿಕ ಪ್ರಕಟಣೆ (44, 490, 92, 498)
registration-dot (451, 1424, 459, 1432)
table-header: ಮಹಾಯೋಜನೆಯ ಭೂಉಪಯೋಗ (307, 1091, 393, 1111)
table-cell: ಕಟ್ಟಡ (148, 731, 169, 743)
raichur-gov: ಕರ್ನಾಟಕ ಸರ್ಕಾರ (760, 379, 801, 387)
story-scooter-headline: ಸ್ಕೂಟರ್ ಡಿಕ್ಕಿ: ಖಾಸಗಿ ಉದ್ಯೋಗಿ ಸಾವು (246, 22, 618, 49)
table-header: ವಿಸ್ತೀರ್ಣ ಎ-ಗುಂ (270, 1091, 306, 1111)
table-cell: ಸ್ವತ್ತಿನ ಸಂಖ್ಯೆ: 28/4, ಖಾತೆ ನಂ. 28, ಬೆಂಗಳೂರು-560039. ಅಳತೆ: 30x40 ಅಡಿ (685, 876, 759, 901)
story-water-body (624, 52, 937, 83)
table-header: ಕ್ರ.ಸಂ (14, 1091, 32, 1111)
table-cell: 93600 (833, 256, 866, 276)
table-cell: 17.12.2025 ಸಾಂಕೇತಿಕ (848, 950, 888, 975)
table-cell: 2 (629, 276, 647, 296)
table-cell: 2 (32, 1111, 168, 1124)
bank-intro: ಸೆಕ್ಯೂರಿಟೈಸೇಷನ್ ಆಕ್ಟ್ 2002 ರ ಅಡಿಯಲ್ಲಿ ಮತ್ತು ಭದ್ರತಾ ಹಿತಾಸಕ್ತಿ (ಜಾರಿ) ನಿಯಮಗಳು 2002 ರ ನಿಯಮ 8(6) ರ ಅಡಿಯಲ್ಲಿ ಈ ಕೆಳಕಂಡ ಸ್ಥಿರಾಸ್ತಿಗಳನ್ನು "ಇರುವಲ್ಲಿಯೇ ಇರುವಂತೆ" ಮತ್ತು "ಇರುವುದೇನಿದೆಯೋ ಅದು" ಆಧಾರದ ಮೇಲೆ ಇ-ಹರಾಜು ಮೂಲಕ ಮಾರಾಟ ಮಾಡಲಾಗುವುದು. ಇ-ಹರಾಜು ದಿನಾಂಕ: 07.01.2026 & 27.01.2026 ಬೆಳಿಗ್ಗೆ 11.00 ರಿಂದ ಮಧ್ಯಾಹ್ನ 1.00 ರವರೆಗೆ. (628, 801, 933, 822)
table-cell: 18,14,666/- (279, 684, 321, 696)
table-header-row (629, 826, 933, 844)
table-cell: DMA/2025-26/OW/WORK_INDENT-52172 (647, 296, 785, 309)
story-paragraph: ಹಳೆಯ ಪೈಪ್‌ಲೈನ್ ಬದಲಾವಣೆ ಮತ್ತು ಅಕ್ರಮ ಸಂಪರ್ಕ ಪತ್ತೆ ಕಾರ್ಯ ಮುಂದುವರಿದಿದೆ ಎಂದು ಅಧಿಕಾರಿಗಳು ತಿಳಿಸಿದ್ದಾರೆ. (624, 73, 899, 83)
story-scooter-body (246, 52, 618, 103)
table-header: ಗುತ್ತಿಗೆದಾರರ ವರ್ಗ (867, 236, 933, 256)
table-header: ಗ್ರಾಮ (217, 1091, 245, 1111)
table-cell: ಸ್ವತ್ತಿನ ಸಂಖ್ಯೆ: 123, ಖಾತೆ ನಂ. 20/1, ಬೆಂಗಳೂರು-43. ಅಳತೆ: ಪೂರ್ವ-ಪಶ್ಚಿಮ 40 ಅಡಿ (685, 900, 759, 925)
story-paragraph: ಅತಿ ವೇಗದ ಚಾಲನೆ ಅಪಘಾತಕ್ಕೆ ಕಾರಣ ಎಂದು ಶಂಕಿಸಲಾಗಿದೆ. ಗಾಯಾಳುವನ್ನು ಸಮೀಪದ ಆಸ್ಪತ್ರೆಗೆ ದಾಖಲಿಸಲಾಗಿದ್ದು ಚಿಕಿತ್ಸೆ ನೀಡಲಾಗುತ್ತಿದೆ. ಪ್ರಕರಣ ದಾಖಲಾಗಿದೆ. (436, 52, 618, 81)
raichur-date: ದಿನಾಂಕ: 15.12.2025 (871, 428, 933, 437)
table-row (629, 950, 933, 975)
table-cell: 6 (245, 1111, 270, 1124)
notice-signature: By order of the Court Sheristedar, Prl. Civil Judge & JMFC Court Tiptur (12, 382, 124, 396)
raichur-subtitle: ಸಂಕ್ಷಿಪ್ತ ಅಲ್ಪಾವಧಿ ಟೆಂಡರ್ ಪ್ರಕಟಣೆ (ಕೆಪಿಪಿ ಪೋರ್ಟಲ್ ಮೂಲಕ) (628, 440, 933, 454)
bank-place: ಸ್ಥಳ: ಬೆಂಗಳೂರು (628, 1025, 659, 1032)
table-header: ಟೆಂಡರ್ ಸಂಖ್ಯೆ (183, 660, 280, 672)
table-cell: ಬೆಜಮಂ/ಉಮುಅ/2025-26/ಟೆಂ/2357 (183, 672, 280, 684)
strr-table (13, 1091, 468, 1185)
table-row (14, 1124, 468, 1184)
bwssb-logo-icon (199, 611, 211, 623)
table-cell: 7 (270, 1111, 306, 1124)
table-cell: 28.01.2026 ಬೆ 10:00 ರಿಂದ 11:00 (888, 925, 932, 950)
table-header: ವಿಭಾಗ (154, 660, 182, 672)
table-cell: 67,48,500/- (265, 731, 313, 743)
table-row (629, 844, 933, 875)
